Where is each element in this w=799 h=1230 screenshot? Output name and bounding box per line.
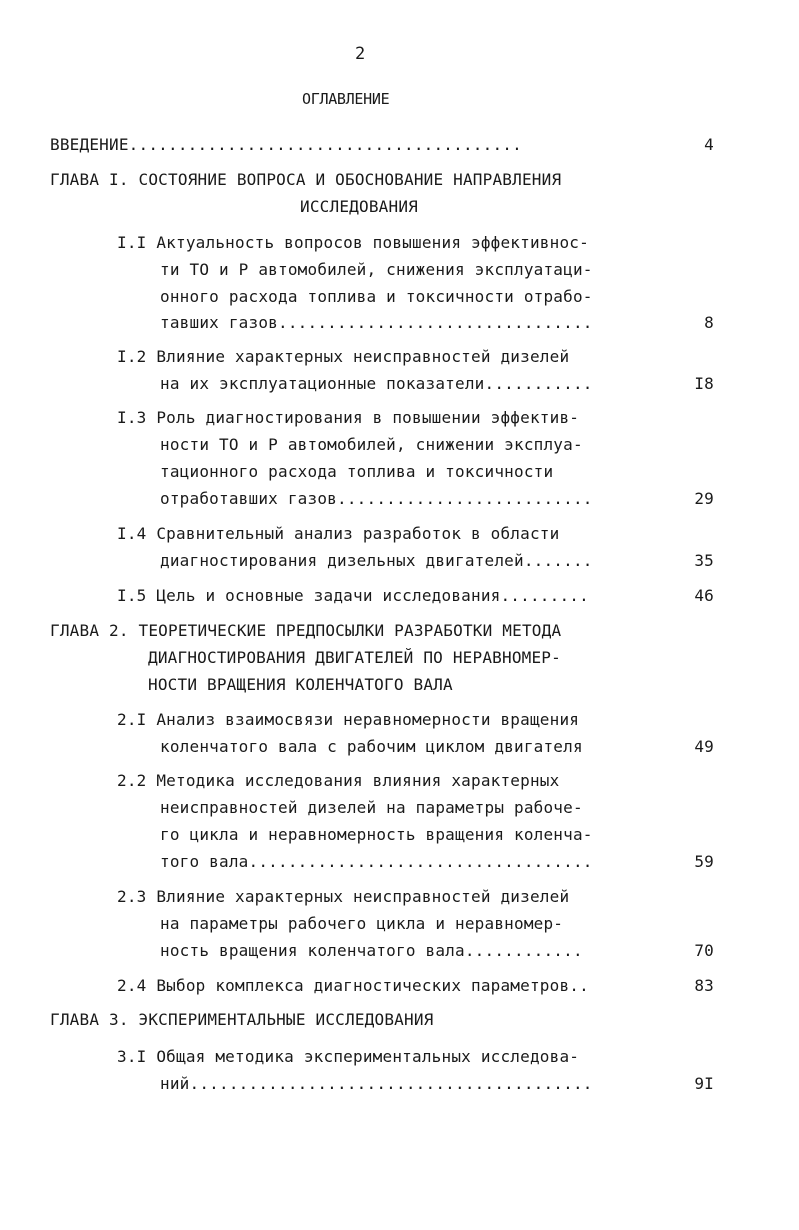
toc-chapter-1-line-1: ГЛАВА I. СОСТОЯНИЕ ВОПРОСА И ОБОСНОВАНИЕ НАПРАВЛЕНИЯ — [50, 170, 562, 189]
toc-section-2-3-page: 70 — [694, 941, 714, 960]
toc-section-3-1-line-2: ний......................................... — [160, 1074, 593, 1093]
toc-intro-line-1: ВВЕДЕНИЕ........................................ — [50, 135, 522, 154]
toc-section-1-3-line-3: тационного расхода топлива и токсичности — [160, 462, 554, 481]
toc-chapter-2-line-1: ГЛАВА 2. ТЕОРЕТИЧЕСКИЕ ПРЕДПОСЫЛКИ РАЗРАБОТКИ МЕТОДА — [50, 621, 562, 640]
toc-section-2-1-page: 49 — [694, 737, 714, 756]
toc-section-1-2-line-1: I.2 Влияние характерных неисправностей дизелей — [117, 347, 570, 366]
toc-intro-page: 4 — [704, 135, 714, 154]
toc-section-2-2-line-3: го цикла и неравномерность вращения коленча- — [160, 825, 593, 844]
page-number: 2 — [355, 44, 366, 64]
toc-section-2-3-line-2: на параметры рабочего цикла и неравномер- — [160, 914, 564, 933]
toc-section-1-1-line-4: тавших газов................................ — [160, 313, 593, 332]
toc-section-2-3-line-1: 2.3 Влияние характерных неисправностей дизелей — [117, 887, 570, 906]
toc-section-1-1-line-2: ти ТО и Р автомобилей, снижения эксплуатаци- — [160, 260, 593, 279]
toc-section-1-5-line-1: I.5 Цель и основные задачи исследования......... — [117, 586, 589, 605]
toc-section-1-1-line-3: онного расхода топлива и токсичности отрабо- — [160, 287, 593, 306]
toc-section-1-5-page: 46 — [694, 586, 714, 605]
toc-section-2-2-page: 59 — [694, 852, 714, 871]
toc-section-2-2-line-1: 2.2 Методика исследования влияния характерных — [117, 771, 560, 790]
toc-chapter-2-line-2: ДИАГНОСТИРОВАНИЯ ДВИГАТЕЛЕЙ ПО НЕРАВНОМЕР- — [148, 648, 561, 667]
toc-section-2-2-line-2: неисправностей дизелей на параметры рабоче- — [160, 798, 583, 817]
toc-section-3-1-line-1: 3.I Общая методика экспериментальных исследова- — [117, 1047, 580, 1066]
toc-section-1-4-line-2: диагностирования дизельных двигателей....... — [160, 551, 593, 570]
toc-section-2-1-line-1: 2.I Анализ взаимосвязи неравномерности вращения — [117, 710, 580, 729]
toc-section-1-3-line-1: I.3 Роль диагностирования в повышении эффектив- — [117, 408, 580, 427]
toc-section-2-3-line-3: ность вращения коленчатого вала............ — [160, 941, 583, 960]
toc-chapter-2-line-3: НОСТИ ВРАЩЕНИЯ КОЛЕНЧАТОГО ВАЛА — [148, 675, 453, 694]
toc-section-2-2-line-4: того вала................................... — [160, 852, 593, 871]
toc-section-1-3-line-2: ности ТО и Р автомобилей, снижении эксплуа- — [160, 435, 583, 454]
toc-section-1-2-page: I8 — [694, 374, 714, 393]
toc-section-1-2-line-2: на их эксплуатационные показатели........... — [160, 374, 593, 393]
toc-section-2-1-line-2: коленчатого вала с рабочим циклом двигателя — [160, 737, 583, 756]
toc-section-1-4-line-1: I.4 Сравнительный анализ разработок в области — [117, 524, 560, 543]
toc-title: ОГЛАВЛЕНИЕ — [302, 90, 390, 108]
toc-section-1-4-page: 35 — [694, 551, 714, 570]
toc-section-2-4-line-1: 2.4 Выбор комплекса диагностических параметров.. — [117, 976, 589, 995]
toc-section-2-4-page: 83 — [694, 976, 714, 995]
toc-chapter-3-line-1: ГЛАВА 3. ЭКСПЕРИМЕНТАЛЬНЫЕ ИССЛЕДОВАНИЯ — [50, 1010, 434, 1029]
toc-section-3-1-page: 9I — [694, 1074, 714, 1093]
toc-section-1-3-line-4: отработавших газов.......................... — [160, 489, 593, 508]
toc-section-1-1-line-1: I.I Актуальность вопросов повышения эффективнос- — [117, 233, 589, 252]
toc-section-1-3-page: 29 — [694, 489, 714, 508]
toc-chapter-1-line-2: ИССЛЕДОВАНИЯ — [300, 197, 418, 216]
toc-section-1-1-page: 8 — [704, 313, 714, 332]
